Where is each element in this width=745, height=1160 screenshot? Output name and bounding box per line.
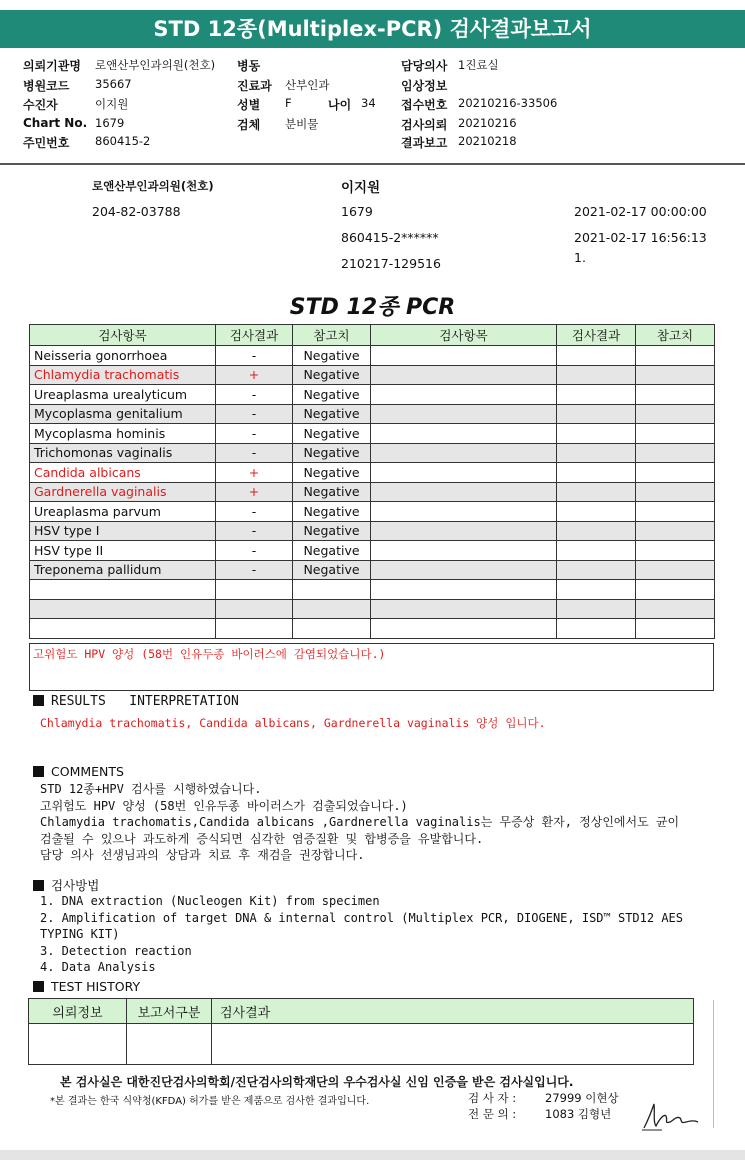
result-row (30, 502, 715, 522)
result-row (30, 560, 715, 580)
result-reference: Negative (293, 443, 371, 463)
result-item-2 (371, 521, 557, 541)
patient-date2: 2021-02-17 16:56:13 (574, 230, 707, 245)
comments-heading: COMMENTS (51, 764, 124, 779)
result-row (30, 541, 715, 561)
age-value: 34 (361, 96, 376, 110)
result-reference-2 (636, 560, 715, 580)
footer-bar (0, 1150, 745, 1160)
patient-chart: 1679 (341, 204, 373, 219)
result-item-2 (371, 599, 557, 619)
history-cell (212, 1024, 694, 1065)
result-value-2 (557, 365, 636, 385)
history-header-row (29, 999, 694, 1024)
receipt-no-value: 20210216-33506 (458, 96, 558, 110)
hpv-note-box (29, 643, 714, 691)
result-reference-2 (636, 599, 715, 619)
result-value: - (216, 443, 293, 463)
specimen-value: 분비물 (285, 117, 319, 131)
result-value-2 (557, 424, 636, 444)
result-item-2 (371, 560, 557, 580)
col-header-result-2: 검사결과 (557, 325, 636, 346)
doctor-sign-label: 전 문 의 : (468, 1107, 517, 1121)
results-header-row (30, 325, 715, 346)
result-row (30, 521, 715, 541)
history-col-request: 의뢰정보 (29, 999, 127, 1024)
method-line: 2. Amplification of target DNA & internal control (Multiplex PCR, DIOGENE, ISD™ STD12 AES (40, 910, 683, 925)
hospital-code-value: 35667 (95, 77, 132, 91)
resident-no-label: 주민번호 (23, 136, 70, 150)
col-header-ref-2: 참고치 (636, 325, 715, 346)
result-item-2 (371, 385, 557, 405)
result-item-2 (371, 424, 557, 444)
result-reference: Negative (293, 404, 371, 424)
signature-icon (640, 1100, 700, 1134)
col-header-item-2: 검사항목 (371, 325, 557, 346)
department-label: 진료과 (237, 79, 272, 93)
result-reference-2 (636, 502, 715, 522)
result-reference (293, 580, 371, 600)
comments-title (33, 764, 124, 780)
patient-biz-no: 204-82-03788 (92, 204, 181, 219)
result-value: - (216, 404, 293, 424)
result-value-2 (557, 385, 636, 405)
result-value: - (216, 424, 293, 444)
square-bullet-icon (33, 695, 44, 706)
result-row (30, 443, 715, 463)
result-value (216, 580, 293, 600)
results-table (29, 324, 715, 639)
results-interpretation-text: Chlamydia trachomatis, Candida albicans, Gardnerella vaginalis 양성 입니다. (40, 716, 546, 730)
result-reference: Negative (293, 385, 371, 405)
result-item-2 (371, 443, 557, 463)
comment-line: 담당 의사 선생님과의 상담과 치료 후 재검을 권장합니다. (40, 848, 365, 862)
result-item-2 (371, 541, 557, 561)
result-item: Ureaplasma parvum (30, 502, 216, 522)
result-item-2 (371, 346, 557, 366)
result-item-2 (371, 365, 557, 385)
result-reference-2 (636, 463, 715, 483)
method-title (33, 876, 99, 894)
result-value-2 (557, 599, 636, 619)
comment-line: 검출될 수 있으나 과도하게 증식되면 심각한 염증질환 및 합병증을 유발합니다. (40, 831, 484, 846)
result-item-2 (371, 580, 557, 600)
history-heading: TEST HISTORY (51, 979, 141, 994)
result-value-2 (557, 482, 636, 502)
result-row (30, 599, 715, 619)
result-value-2 (557, 521, 636, 541)
method-heading: 검사방법 (51, 878, 100, 893)
specimen-label: 검체 (237, 118, 261, 132)
result-reference-2 (636, 619, 715, 639)
report-date-label: 결과보고 (401, 136, 448, 150)
result-reference: Negative (293, 365, 371, 385)
comment-line: 고위험도 HPV 양성 (58번 인유두종 바이러스가 검출되었습니다.) (40, 798, 408, 813)
result-reference-2 (636, 443, 715, 463)
result-item (30, 580, 216, 600)
result-value: - (216, 346, 293, 366)
square-bullet-icon (33, 981, 44, 992)
report-date-value: 20210218 (458, 134, 517, 148)
result-reference: Negative (293, 502, 371, 522)
result-value (216, 599, 293, 619)
patient-hospital: 로앤산부인과의원(천호) (92, 179, 214, 193)
result-value-2 (557, 619, 636, 639)
hospital-code-label: 병원코드 (23, 79, 70, 93)
result-reference-2 (636, 404, 715, 424)
result-value-2 (557, 404, 636, 424)
result-row (30, 404, 715, 424)
result-item-2 (371, 619, 557, 639)
result-reference: Negative (293, 463, 371, 483)
result-reference: Negative (293, 521, 371, 541)
department-value: 산부인과 (285, 78, 330, 92)
result-row (30, 580, 715, 600)
result-reference-2 (636, 346, 715, 366)
result-item-2 (371, 502, 557, 522)
result-item: Gardnerella vaginalis (30, 482, 216, 502)
col-header-item: 검사항목 (30, 325, 216, 346)
result-reference: Negative (293, 346, 371, 366)
doctor-label: 담당의사 (401, 59, 448, 73)
method-line: 1. DNA extraction (Nucleogen Kit) from specimen (40, 894, 380, 908)
patient-value: 이지원 (95, 97, 129, 111)
method-line: 4. Data Analysis (40, 960, 156, 974)
sex-label: 성별 (237, 98, 261, 112)
patient-name: 이지원 (341, 180, 381, 196)
chart-value: 1679 (95, 116, 125, 130)
result-value-2 (557, 502, 636, 522)
result-item: Chlamydia trachomatis (30, 365, 216, 385)
hpv-note: 고위험도 HPV 양성 (58번 인유두종 바이러스에 감염되었습니다.) (33, 647, 386, 661)
sex-value: F (285, 96, 292, 110)
result-reference: Negative (293, 541, 371, 561)
method-body (40, 893, 683, 976)
result-value: - (216, 521, 293, 541)
comment-line: STD 12종+HPV 검사를 시행하였습니다. (40, 782, 262, 796)
result-item: Mycoplasma genitalium (30, 404, 216, 424)
result-row (30, 385, 715, 405)
result-value: - (216, 502, 293, 522)
history-title (33, 979, 140, 995)
result-reference (293, 599, 371, 619)
result-value: + (216, 482, 293, 502)
patient-date1: 2021-02-17 00:00:00 (574, 204, 707, 219)
result-item: Candida albicans (30, 463, 216, 483)
result-item: Treponema pallidum (30, 560, 216, 580)
pcr-title: STD 12종 PCR (289, 295, 456, 320)
certification-text: 본 검사실은 대한진단검사의학회/진단검사의학재단의 우수검사실 신임 인증을 받은 검사실입니다. (60, 1075, 574, 1089)
result-reference (293, 619, 371, 639)
square-bullet-icon (33, 880, 44, 891)
resident-no-value: 860415-2 (95, 134, 151, 148)
result-value: + (216, 463, 293, 483)
result-row (30, 424, 715, 444)
result-value-2 (557, 346, 636, 366)
result-reference-2 (636, 521, 715, 541)
result-reference-2 (636, 482, 715, 502)
hospital-value: 로앤산부인과의원(천호) (95, 58, 216, 72)
results-body (30, 346, 715, 639)
result-reference-2 (636, 580, 715, 600)
result-item (30, 619, 216, 639)
doctor-value: 1진료실 (458, 58, 499, 72)
result-row (30, 482, 715, 502)
result-value-2 (557, 560, 636, 580)
result-value: - (216, 541, 293, 561)
result-item-2 (371, 482, 557, 502)
doctor-sign-value: 1083 김형년 (545, 1107, 612, 1121)
result-item: Trichomonas vaginalis (30, 443, 216, 463)
col-header-result: 검사결과 (216, 325, 293, 346)
result-value-2 (557, 541, 636, 561)
age-label: 나이 (328, 98, 352, 112)
square-bullet-icon (33, 766, 44, 777)
result-row (30, 619, 715, 639)
header-divider (0, 163, 745, 165)
result-value-2 (557, 443, 636, 463)
history-col-report-type: 보고서구분 (127, 999, 212, 1024)
method-line: TYPING KIT) (40, 927, 120, 941)
history-cell (29, 1024, 127, 1065)
result-reference-2 (636, 365, 715, 385)
patient-id-masked: 860415-2****** (341, 230, 439, 245)
patient-date2-tail: 1. (574, 250, 586, 265)
col-header-ref: 참고치 (293, 325, 371, 346)
result-reference-2 (636, 385, 715, 405)
result-item (30, 599, 216, 619)
result-item: HSV type I (30, 521, 216, 541)
comment-line: Chlamydia trachomatis,Candida albicans ,Gardnerella vaginalis는 무증상 환자, 정상인에서도 균이 (40, 815, 680, 829)
history-cell (127, 1024, 212, 1065)
comments-body (40, 781, 679, 864)
result-value (216, 619, 293, 639)
result-reference: Negative (293, 482, 371, 502)
result-row (30, 463, 715, 483)
patient-reg-no: 210217-129516 (341, 256, 441, 271)
result-reference-2 (636, 424, 715, 444)
result-item-2 (371, 404, 557, 424)
results-interpretation-title (33, 694, 239, 709)
result-item: HSV type II (30, 541, 216, 561)
result-value: - (216, 560, 293, 580)
result-item: Mycoplasma hominis (30, 424, 216, 444)
ward-label: 병동 (237, 59, 261, 73)
results-interpretation-heading: RESULTS INTERPRETATION (51, 694, 239, 709)
result-value-2 (557, 580, 636, 600)
result-reference-2 (636, 541, 715, 561)
request-date-value: 20210216 (458, 116, 517, 130)
hospital-label: 의뢰기관명 (23, 59, 81, 73)
result-value-2 (557, 463, 636, 483)
result-item-2 (371, 463, 557, 483)
history-table (28, 998, 694, 1065)
result-item: Ureaplasma urealyticum (30, 385, 216, 405)
result-item: Neisseria gonorrhoea (30, 346, 216, 366)
receipt-no-label: 접수번호 (401, 98, 448, 112)
result-value: - (216, 385, 293, 405)
clinical-info-label: 임상정보 (401, 79, 448, 93)
result-reference: Negative (293, 424, 371, 444)
report-title: STD 12종(Multiplex-PCR) 검사결과보고서 (0, 10, 745, 48)
tester-value: 27999 이현상 (545, 1091, 619, 1105)
patient-label: 수진자 (23, 98, 58, 112)
method-line: 3. Detection reaction (40, 943, 192, 958)
result-value: + (216, 365, 293, 385)
result-row (30, 346, 715, 366)
request-date-label: 검사의뢰 (401, 118, 448, 132)
tester-label: 검 사 자 : (468, 1091, 517, 1105)
result-row (30, 365, 715, 385)
history-col-result: 검사결과 (212, 999, 694, 1024)
chart-label: Chart No. (23, 116, 88, 130)
footer-side-line (713, 1000, 714, 1128)
history-row (29, 1024, 694, 1065)
result-reference: Negative (293, 560, 371, 580)
kfda-note: *본 결과는 한국 식약청(KFDA) 허가를 받은 제품으로 검사한 결과입니다. (50, 1096, 370, 1107)
